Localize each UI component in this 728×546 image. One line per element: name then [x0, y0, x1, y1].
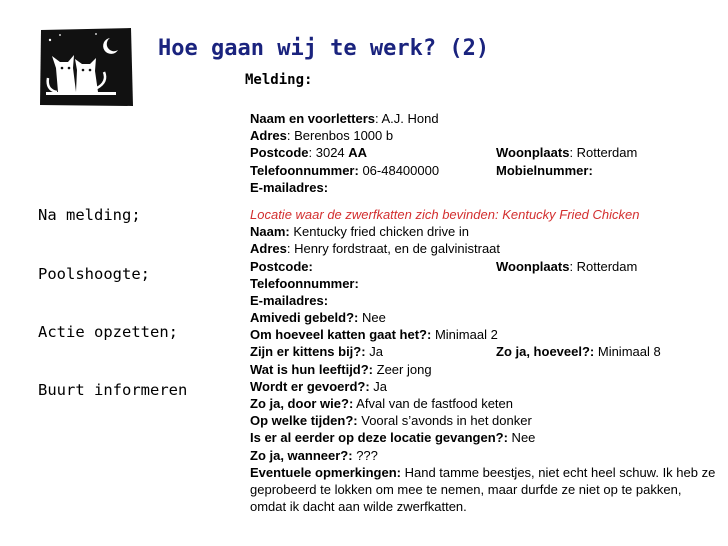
field-label: Woonplaats: [496, 145, 570, 161]
melding-adres-row: [250, 127, 720, 144]
field-label: Postcode:: [250, 258, 313, 274]
field-label: Om hoeveel katten gaat het?:: [250, 327, 432, 343]
field-value: Minimaal 2: [431, 327, 498, 343]
field-label: Wat is hun leeftijd?:: [250, 361, 374, 377]
field-value-bold: AA: [348, 145, 368, 161]
kittens-row: [250, 343, 720, 360]
field-label: Is er al eerder op deze locatie gevangen?:: [250, 430, 508, 446]
field-label: Wordt er gevoerd?:: [250, 378, 370, 394]
page-title: Hoe gaan wij te werk? (2): [158, 36, 490, 61]
field-label: Woonplaats: [496, 258, 570, 274]
field-value: : Henry fordstraat, en de galvinistraat: [286, 241, 501, 257]
cats-moon-logo: [38, 26, 134, 108]
melding-telefoon-row: [250, 162, 720, 179]
gevoerd-row: [250, 378, 720, 395]
field-value: ???: [352, 447, 378, 463]
locatie-adres-row: [250, 240, 720, 257]
field-label: Telefoonnummer:: [250, 275, 359, 291]
locatie-heading: Locatie waar de zwerfkatten zich bevinden: Kentucky Fried Chicken: [250, 206, 640, 222]
field-label: Op welke tijden?:: [250, 413, 358, 429]
field-value: Nee: [507, 430, 536, 446]
sidebar-item-actie-opzetten: Actie opzetten;: [38, 323, 178, 341]
door-wie-row: [250, 395, 720, 412]
sidebar-item-poolshoogte: Poolshoogte;: [38, 265, 150, 283]
section-subtitle: Melding:: [245, 72, 313, 88]
field-value: Ja: [365, 344, 383, 360]
field-label: Mobielnummer:: [496, 162, 593, 178]
field-value: : A.J. Hond: [375, 111, 439, 126]
field-value: Zeer jong: [373, 361, 432, 377]
field-value: Afval van de fastfood keten: [353, 396, 514, 411]
field-value: : Rotterdam: [569, 258, 638, 274]
field-value: Kentucky fried chicken drive in: [289, 224, 469, 240]
opmerkingen-block: [250, 464, 720, 516]
field-value: Hand tamme beestjes, niet echt heel schuw. Ik heb ze geprobeerd te lokken om mee te nemen, maar durfde ze niet op te pakken, omdat ik dacht aan wilde zwerfkatten.: [250, 464, 716, 515]
field-label: Zijn er kittens bij?:: [250, 344, 366, 360]
field-label: E-mailadres:: [250, 292, 329, 308]
report-content: [250, 110, 720, 515]
melding-naam-row: [250, 110, 720, 127]
field-value: Nee: [358, 310, 386, 326]
field-label: Adres: [250, 241, 287, 257]
melding-email-row: [250, 179, 720, 196]
field-label: Zo ja, hoeveel?:: [496, 344, 595, 360]
field-label: Zo ja, door wie?:: [250, 396, 354, 411]
tijden-row: [250, 412, 720, 429]
gevangen-row: [250, 429, 720, 446]
melding-postcode-row: [250, 144, 720, 161]
field-value: Minimaal 8: [594, 344, 661, 360]
locatie-telefoon-row: [250, 275, 720, 292]
field-value: : Rotterdam: [569, 145, 638, 161]
amivedi-row: [250, 309, 720, 326]
aantal-row: [250, 326, 720, 343]
field-label: Naam:: [250, 224, 290, 240]
field-label: Telefoonnummer:: [250, 162, 359, 178]
field-label: Naam en voorletters: [250, 111, 375, 126]
field-label: Adres: [250, 128, 287, 144]
field-label: Amivedi gebeld?:: [250, 310, 359, 326]
field-value: Vooral s’avonds in het donker: [357, 413, 532, 429]
sidebar-item-buurt-informeren: Buurt informeren: [38, 381, 188, 399]
field-value: : 3024: [308, 145, 349, 161]
locatie-postcode-row: [250, 258, 720, 275]
field-value: : Berenbos 1000 b: [286, 128, 394, 144]
locatie-email-row: [250, 292, 720, 309]
field-value: Ja: [369, 378, 388, 394]
field-value: 06-48400000: [358, 162, 440, 178]
leeftijd-row: [250, 361, 720, 378]
field-label: Zo ja, wanneer?:: [250, 447, 353, 463]
locatie-naam-row: [250, 223, 720, 240]
field-label: E-mailadres:: [250, 179, 329, 195]
field-label: Postcode: [250, 145, 309, 161]
field-label: Eventuele opmerkingen:: [250, 464, 401, 480]
wanneer-row: [250, 447, 720, 464]
sidebar-item-na-melding: Na melding;: [38, 206, 141, 224]
